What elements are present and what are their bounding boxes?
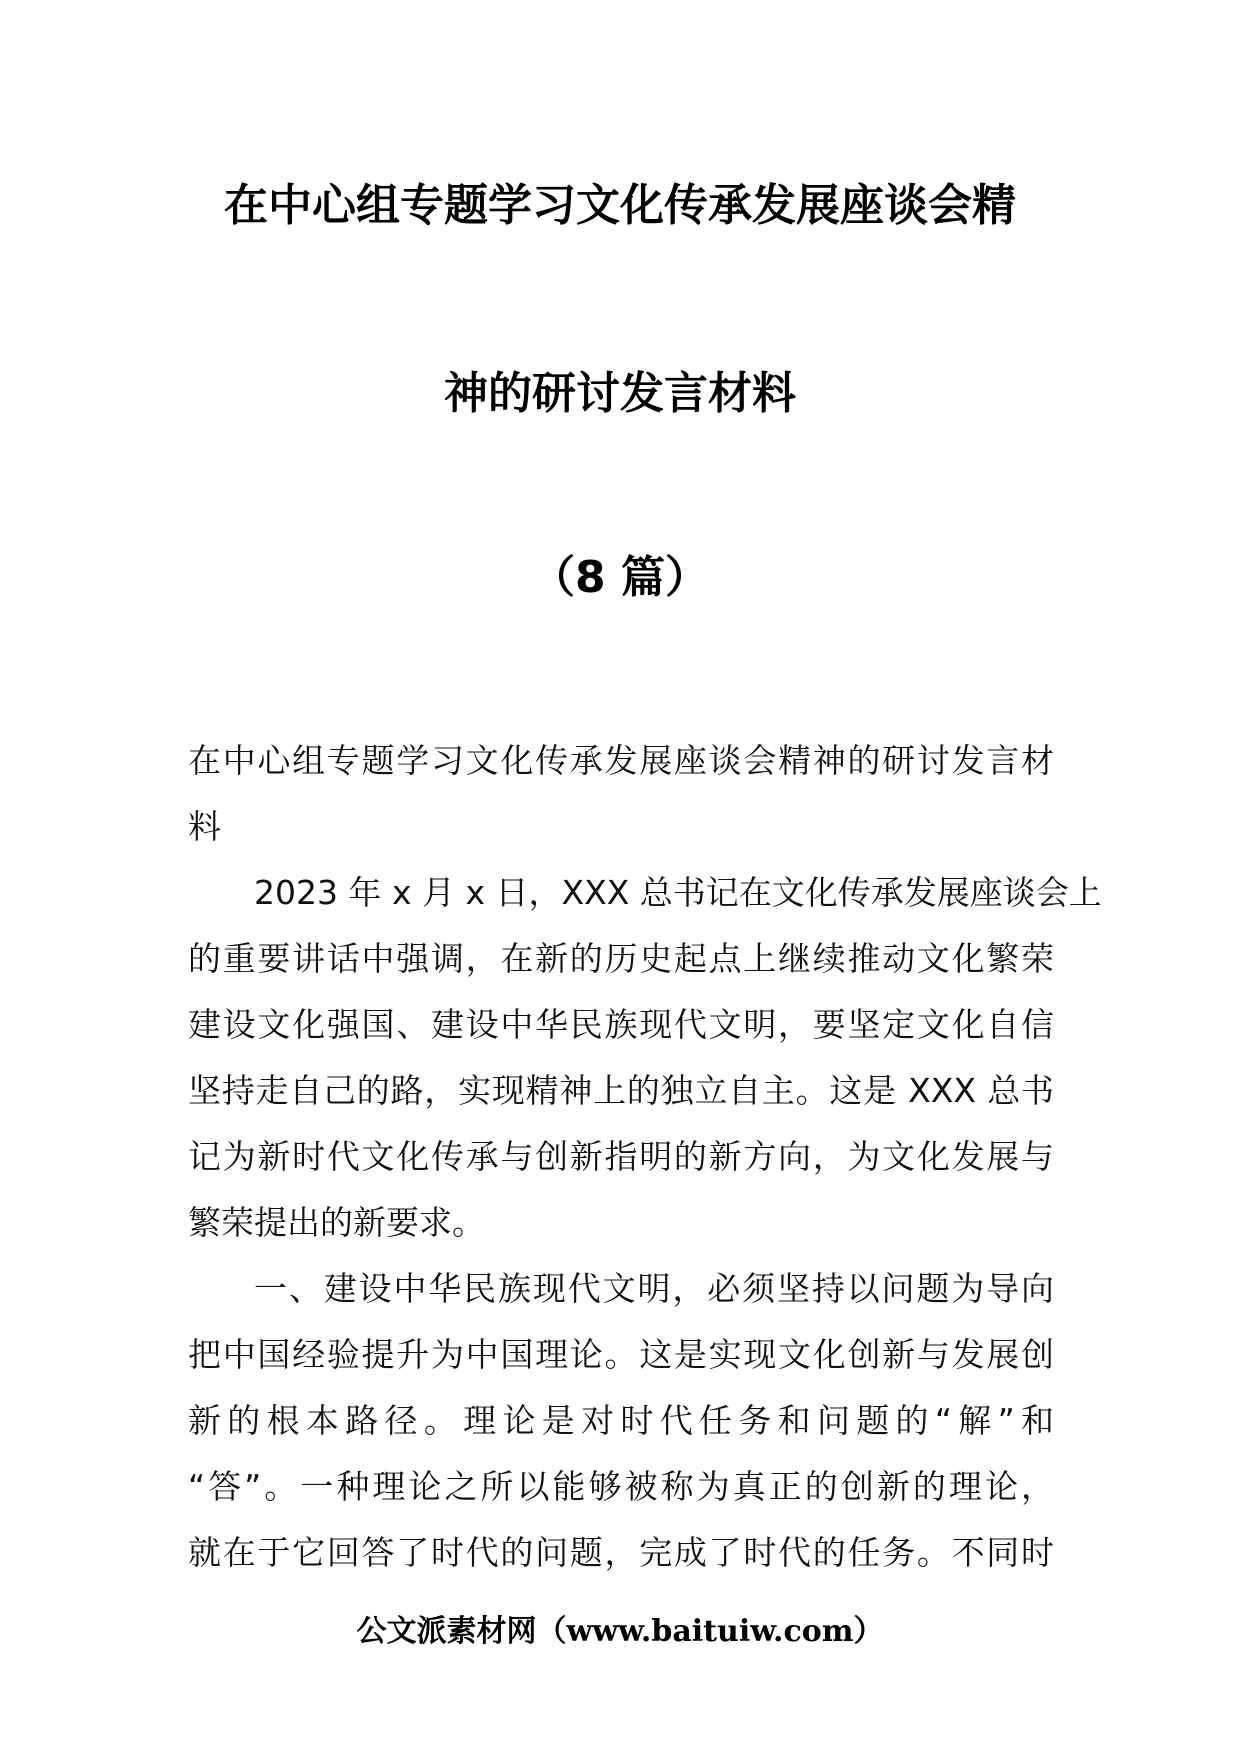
body-line: 的重要讲话中强调，在新的历史起点上继续推动文化繁荣 bbox=[188, 939, 1054, 978]
body-line: “答”。一种理论之所以能够被称为真正的创新的理论， bbox=[188, 1467, 1054, 1506]
body-line: 在中心组专题学习文化传承发展座谈会精神的研讨发言材 bbox=[188, 741, 1054, 780]
document-title-line-2: 神的研讨发言材料 bbox=[444, 368, 796, 419]
body-line: 繁荣提出的新要求。 bbox=[188, 1203, 485, 1242]
document-body bbox=[188, 728, 1102, 1586]
document-title-line-1: 在中心组专题学习文化传承发展座谈会精 bbox=[224, 180, 1016, 231]
document-subtitle-count: （8 篇） bbox=[531, 552, 709, 603]
body-line: 料 bbox=[188, 807, 221, 846]
body-line: 新的根本路径。理论是对时代任务和问题的“解”和 bbox=[188, 1401, 1054, 1440]
body-line: 就在于它回答了时代的问题，完成了时代的任务。不同时 bbox=[188, 1533, 1054, 1572]
body-line: 坚持走自己的路，实现精神上的独立自主。这是 XXX 总书 bbox=[188, 1071, 1054, 1110]
body-line: 2023 年 x 月 x 日，XXX 总书记在文化传承发展座谈会上 bbox=[254, 873, 1102, 912]
footer-source: 公文派素材网（www.baituiw.com） bbox=[356, 1614, 884, 1649]
body-line: 一、建设中华民族现代文明，必须坚持以问题为导向 bbox=[254, 1269, 1054, 1308]
body-line: 把中国经验提升为中国理论。这是实现文化创新与发展创 bbox=[188, 1335, 1054, 1374]
body-line: 记为新时代文化传承与创新指明的新方向，为文化发展与 bbox=[188, 1137, 1054, 1176]
body-line: 建设文化强国、建设中华民族现代文明，要坚定文化自信 bbox=[188, 1005, 1054, 1044]
